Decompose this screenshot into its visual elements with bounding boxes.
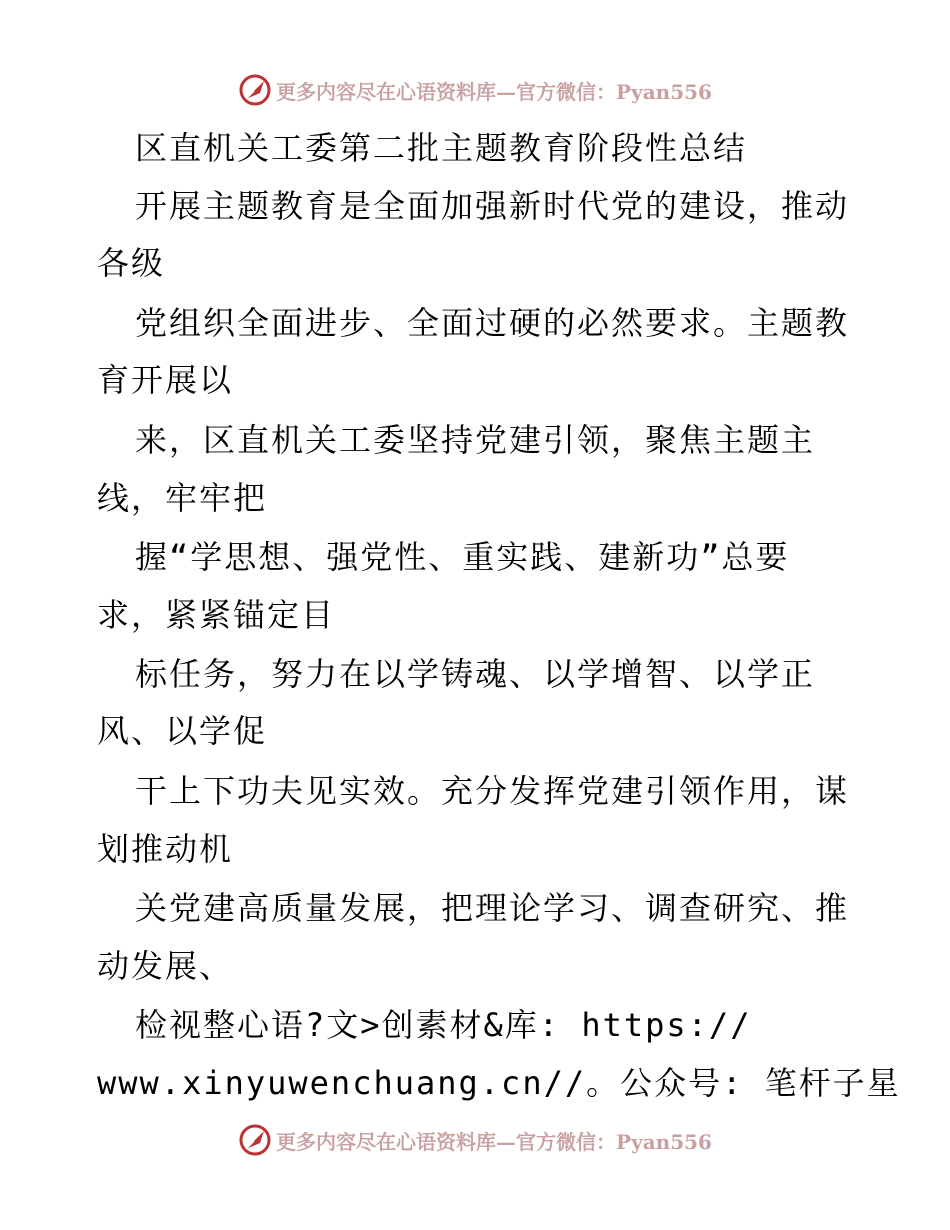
- text-line: 开展主题教育是全面加强新时代党的建设，推动: [135, 187, 850, 225]
- watermark-text: 更多内容尽在心语资料库—官方微信：Pyan556: [276, 79, 712, 104]
- text-line: 求，紧紧锚定目: [97, 596, 336, 634]
- text-line: 来，区直机关工委坚持党建引领，聚焦主题主: [135, 421, 816, 459]
- text-line: www.xinyuwenchuang.cn//。公众号: 笔杆子星: [97, 1064, 901, 1102]
- text-line: 检视整心语?文>创素材&库: https://: [135, 1006, 752, 1044]
- text-line: 线，牢牢把: [97, 479, 268, 517]
- text-line: 党组织全面进步、全面过硬的必然要求。主题教: [135, 304, 850, 342]
- text-line: 关党建高质量发展，把理论学习、调查研究、推: [135, 889, 850, 927]
- text-line: 育开展以: [97, 361, 234, 399]
- quill-logo-icon: [238, 73, 272, 107]
- text-line: 干上下功夫见实效。充分发挥党建引领作用，谋: [135, 772, 850, 810]
- document-title: 区直机关工委第二批主题教育阶段性总结: [135, 129, 748, 167]
- text-line: 握“学思想、强党性、重实践、建新功”总要: [135, 538, 790, 576]
- text-line: 各级: [97, 244, 166, 282]
- text-line: 划推动机: [97, 830, 234, 868]
- text-line: 标任务，努力在以学铸魂、以学增智、以学正: [135, 655, 816, 693]
- watermark-footer: [0, 1120, 950, 1160]
- text-line: 风、以学促: [97, 712, 268, 750]
- watermark-text: 更多内容尽在心语资料库—官方微信：Pyan556: [276, 1129, 712, 1154]
- watermark-header: [0, 70, 950, 110]
- quill-logo-icon: [238, 1123, 272, 1157]
- text-line: 动发展、: [97, 947, 234, 985]
